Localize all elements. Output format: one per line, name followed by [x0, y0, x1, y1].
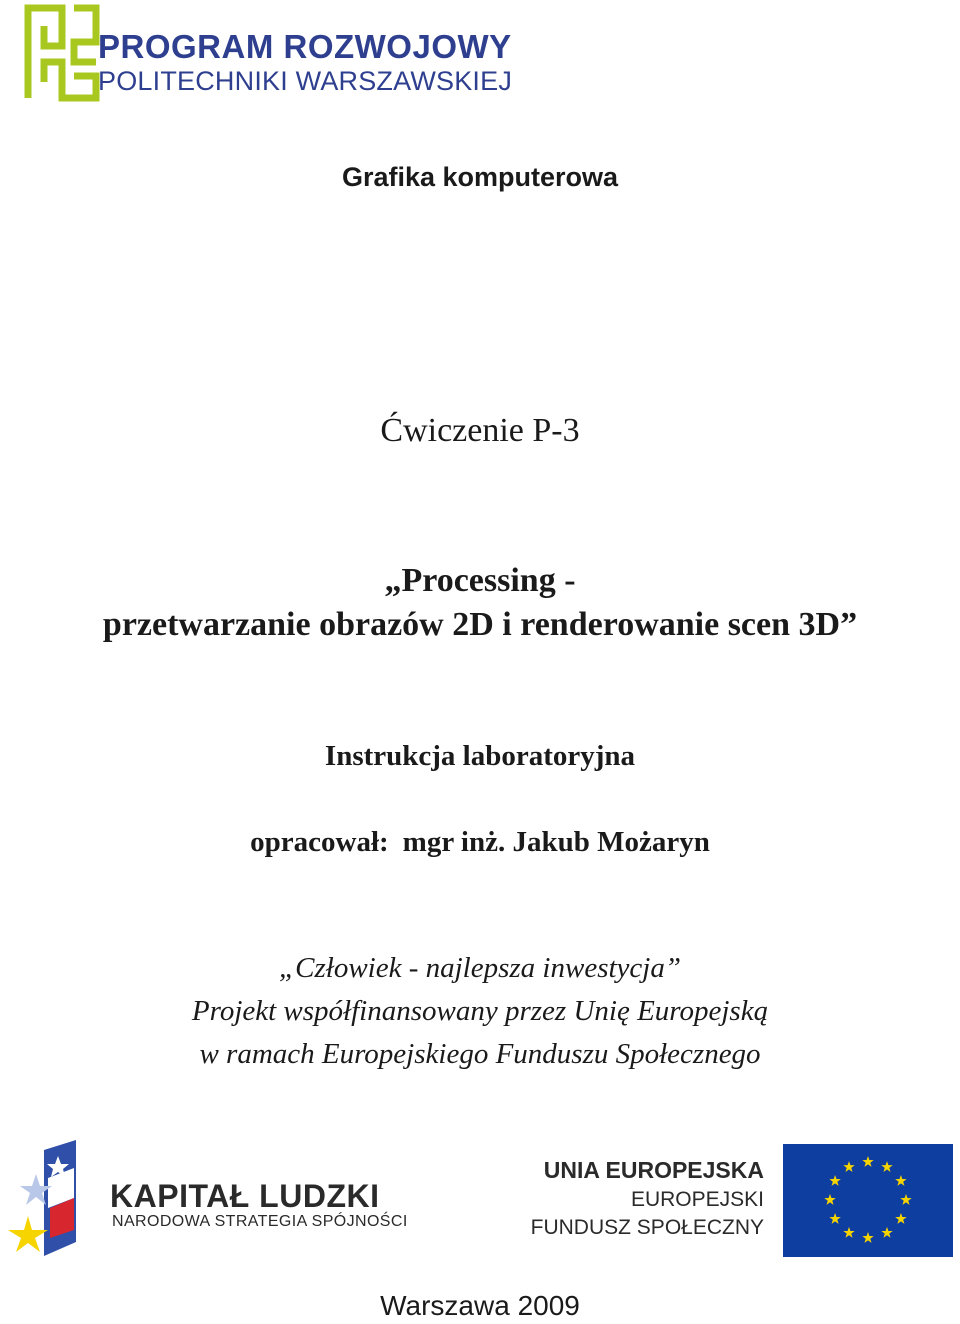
logo-subtitle: POLITECHNIKI WARSZAWSKIEJ	[98, 66, 513, 96]
topic-title-line1: „Processing -	[384, 562, 576, 599]
eu-flag-graphic	[783, 1144, 953, 1257]
eu-fund-text: w ramach Europejskiego Funduszu Społecznego	[199, 1038, 761, 1070]
kapital-ludzki-subtitle: NARODOWA STRATEGIA SPÓJNOŚCI	[112, 1213, 408, 1230]
kapital-ludzki-title: KAPITAŁ LUDZKI	[110, 1178, 380, 1214]
course-title: Grafika komputerowa	[341, 162, 619, 192]
topic-title-line2: przetwarzanie obrazów 2D i renderowanie scen 3D”	[102, 606, 858, 643]
eu-slogan: „Człowiek - najlepsza inwestycja”	[279, 952, 681, 984]
eu-logo-line2: EUROPEJSKI	[630, 1188, 764, 1211]
author-name: mgr inż. Jakub Możaryn	[402, 826, 710, 858]
author-line	[0, 826, 960, 859]
logo-title: PROGRAM ROZWOJOWY	[98, 28, 512, 65]
place-and-year: Warszawa 2009	[380, 1290, 580, 1321]
eu-logo-title: UNIA EUROPEJSKA	[543, 1157, 764, 1183]
document-type: Instrukcja laboratoryjna	[324, 740, 636, 772]
eu-logo-line3: FUNDUSZ SPOŁECZNY	[530, 1216, 764, 1239]
eu-flag-icon	[783, 1144, 953, 1257]
pw-emblem-icon	[22, 2, 102, 102]
eu-cofinance-text: Projekt współfinansowany przez Unię Europejską	[191, 995, 769, 1027]
exercise-title: Ćwiczenie P-3	[380, 412, 580, 449]
kapital-ludzki-emblem-icon	[4, 1138, 104, 1264]
author-label: opracował:	[250, 826, 389, 858]
